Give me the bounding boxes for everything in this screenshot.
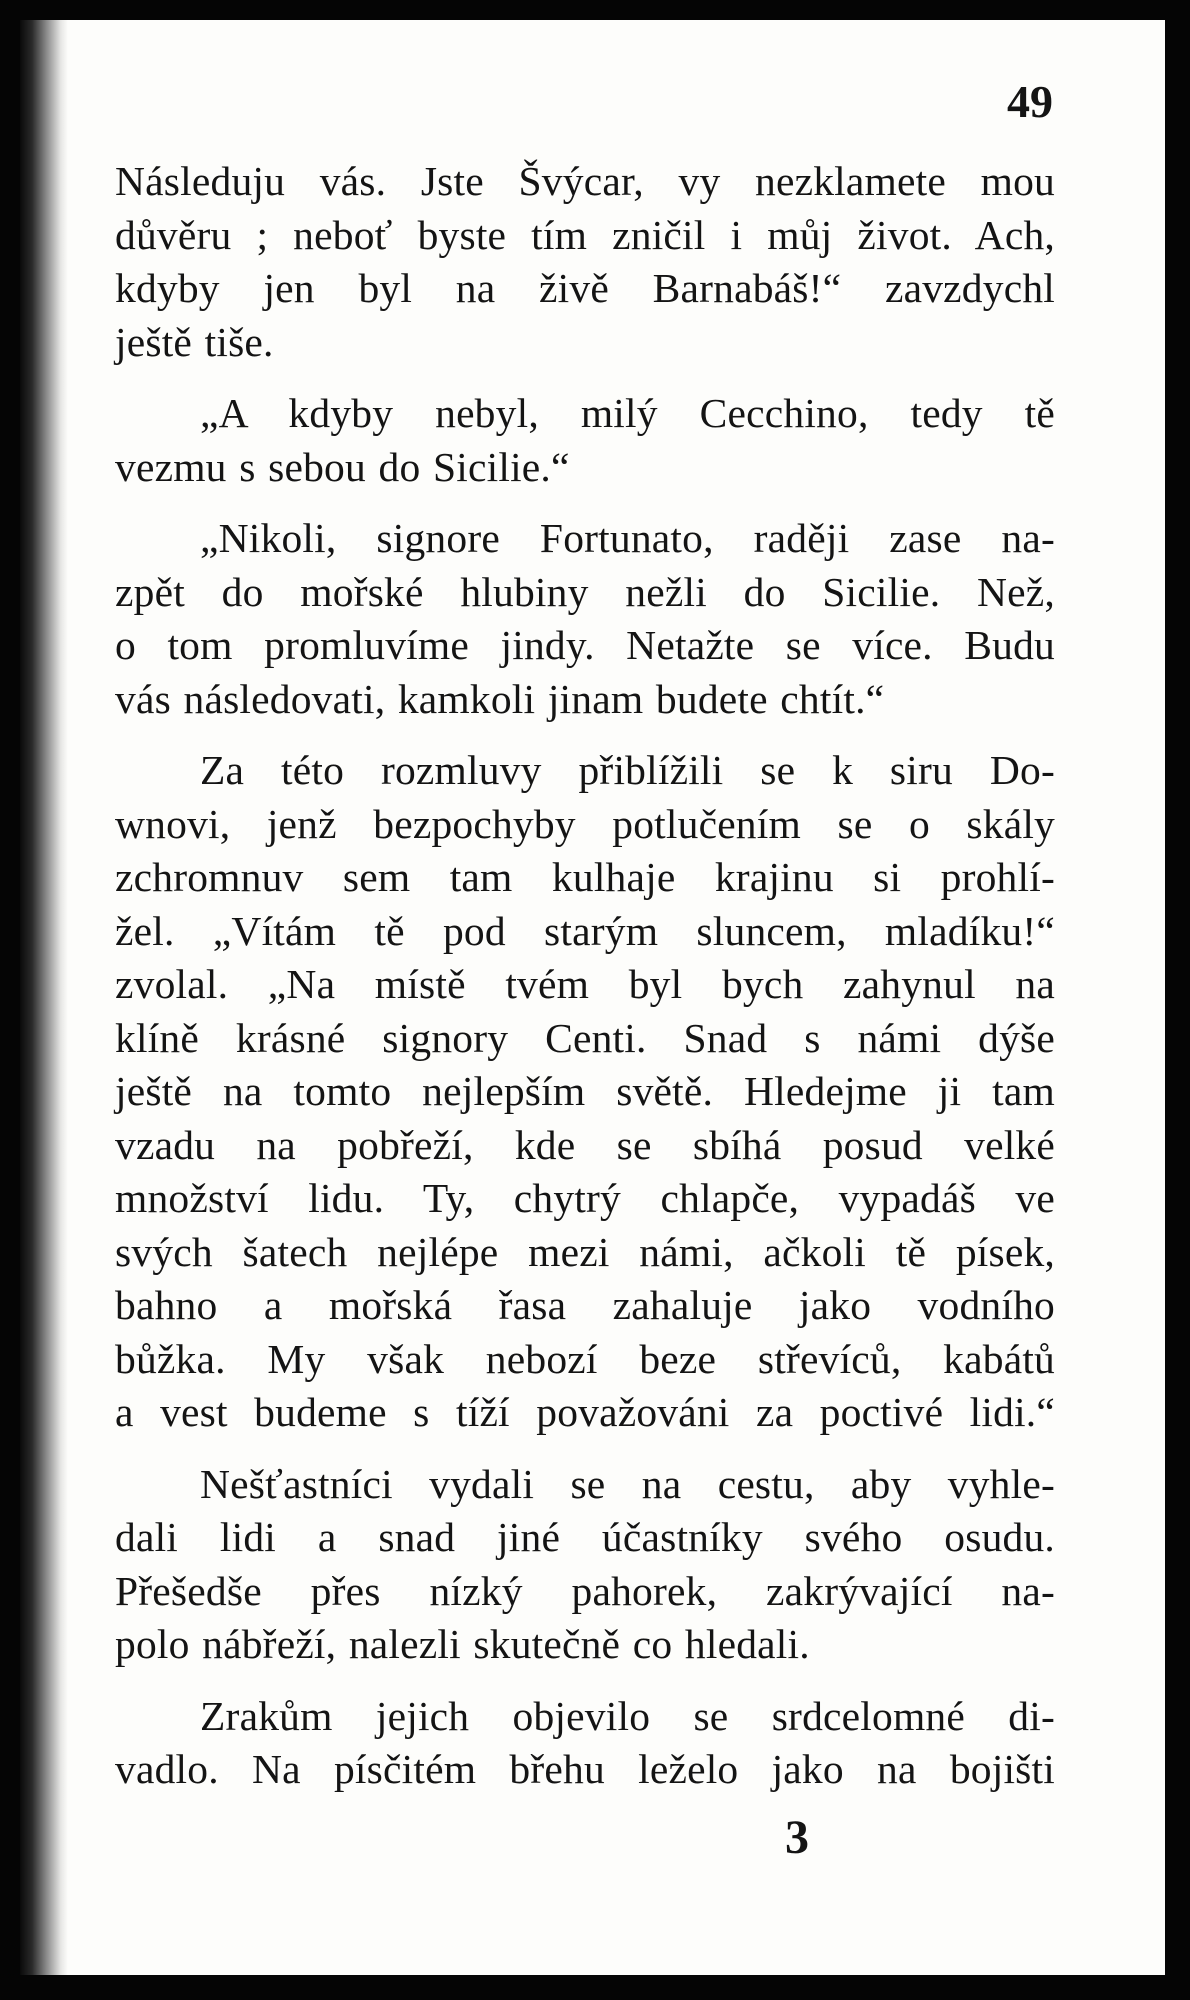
text-line: Nešťastníci vydali se na cestu, aby vyhle- bbox=[200, 1460, 1055, 1507]
text-line: wnovi, jenž bezpochyby potlučením se o skály bbox=[115, 800, 1055, 847]
signature-mark: 3 bbox=[785, 1811, 809, 1864]
paragraph bbox=[115, 387, 1055, 494]
text-line: důvěru ; neboť byste tím zničil i můj život. Ach, bbox=[115, 211, 1055, 258]
page-number: 49 bbox=[1007, 76, 1053, 127]
text-line: polo nábřeží, nalezli skutečně co hledali. bbox=[115, 1621, 810, 1667]
text-line: „A kdyby nebyl, milý Cecchino, tedy tě bbox=[200, 390, 1055, 436]
page-spine-shadow bbox=[20, 20, 68, 1975]
text-line: Zrakům jejich objevilo se srdcelomné di- bbox=[200, 1692, 1055, 1739]
text-line: kdyby jen byl na živě Barnabáš!“ zavzdychl bbox=[115, 265, 1055, 311]
text-line: vezmu s sebou do Sicilie.“ bbox=[115, 443, 570, 490]
text-line: množství lidu. Ty, chytrý chlapče, vypadáš ve bbox=[115, 1175, 1055, 1221]
paragraph bbox=[115, 512, 1055, 726]
text-line: Přešedše přes nízký pahorek, zakrývající na- bbox=[115, 1567, 1055, 1614]
text-line: svých šatech nejlépe mezi námi, ačkoli tě písek, bbox=[115, 1228, 1055, 1275]
text-line: Za této rozmluvy přiblížili se k siru Do- bbox=[200, 747, 1055, 793]
text-line: zpět do mořské hlubiny nežli do Sicilie. Než, bbox=[115, 568, 1055, 615]
text-line: vzadu na pobřeží, kde se sbíhá posud velké bbox=[115, 1121, 1055, 1168]
paragraph bbox=[115, 155, 1055, 369]
text-line: „Nikoli, signore Fortunato, raději zase na- bbox=[200, 515, 1055, 561]
book-page bbox=[20, 20, 1165, 1975]
text-line: bahno a mořská řasa zahaluje jako vodního bbox=[115, 1282, 1055, 1328]
text-line: Následuju vás. Jste Švýcar, vy nezklamete mou bbox=[115, 158, 1055, 204]
text-line: a vest budeme s tíží považováni za poctivé lidi.“ bbox=[115, 1389, 1055, 1435]
body-text bbox=[115, 155, 1055, 1797]
text-line: zvolal. „Na místě tvém byl bych zahynul na bbox=[115, 961, 1055, 1007]
text-line: dali lidi a snad jiné účastníky svého osudu. bbox=[115, 1514, 1055, 1560]
paragraph bbox=[115, 1458, 1055, 1672]
text-line: o tom promluvíme jindy. Netažte se více. Budu bbox=[115, 622, 1055, 668]
paragraph bbox=[115, 744, 1055, 1440]
paragraph bbox=[115, 1690, 1055, 1797]
text-line: klíně krásné signory Centi. Snad s námi dýše bbox=[115, 1014, 1055, 1061]
text-line: zchromnuv sem tam kulhaje krajinu si prohlí- bbox=[115, 854, 1055, 900]
text-line: ještě tiše. bbox=[115, 318, 274, 365]
text-line: žel. „Vítám tě pod starým sluncem, mladíku!“ bbox=[115, 907, 1055, 954]
text-line: bůžka. My však nebozí beze střevíců, kabátů bbox=[115, 1335, 1055, 1382]
text-line: ještě na tomto nejlepším světě. Hledejme ji tam bbox=[115, 1068, 1055, 1114]
text-line: vás následovati, kamkoli jinam budete chtít.“ bbox=[115, 675, 885, 722]
text-line: vadlo. Na písčitém břehu leželo jako na bojišti bbox=[115, 1746, 1055, 1792]
